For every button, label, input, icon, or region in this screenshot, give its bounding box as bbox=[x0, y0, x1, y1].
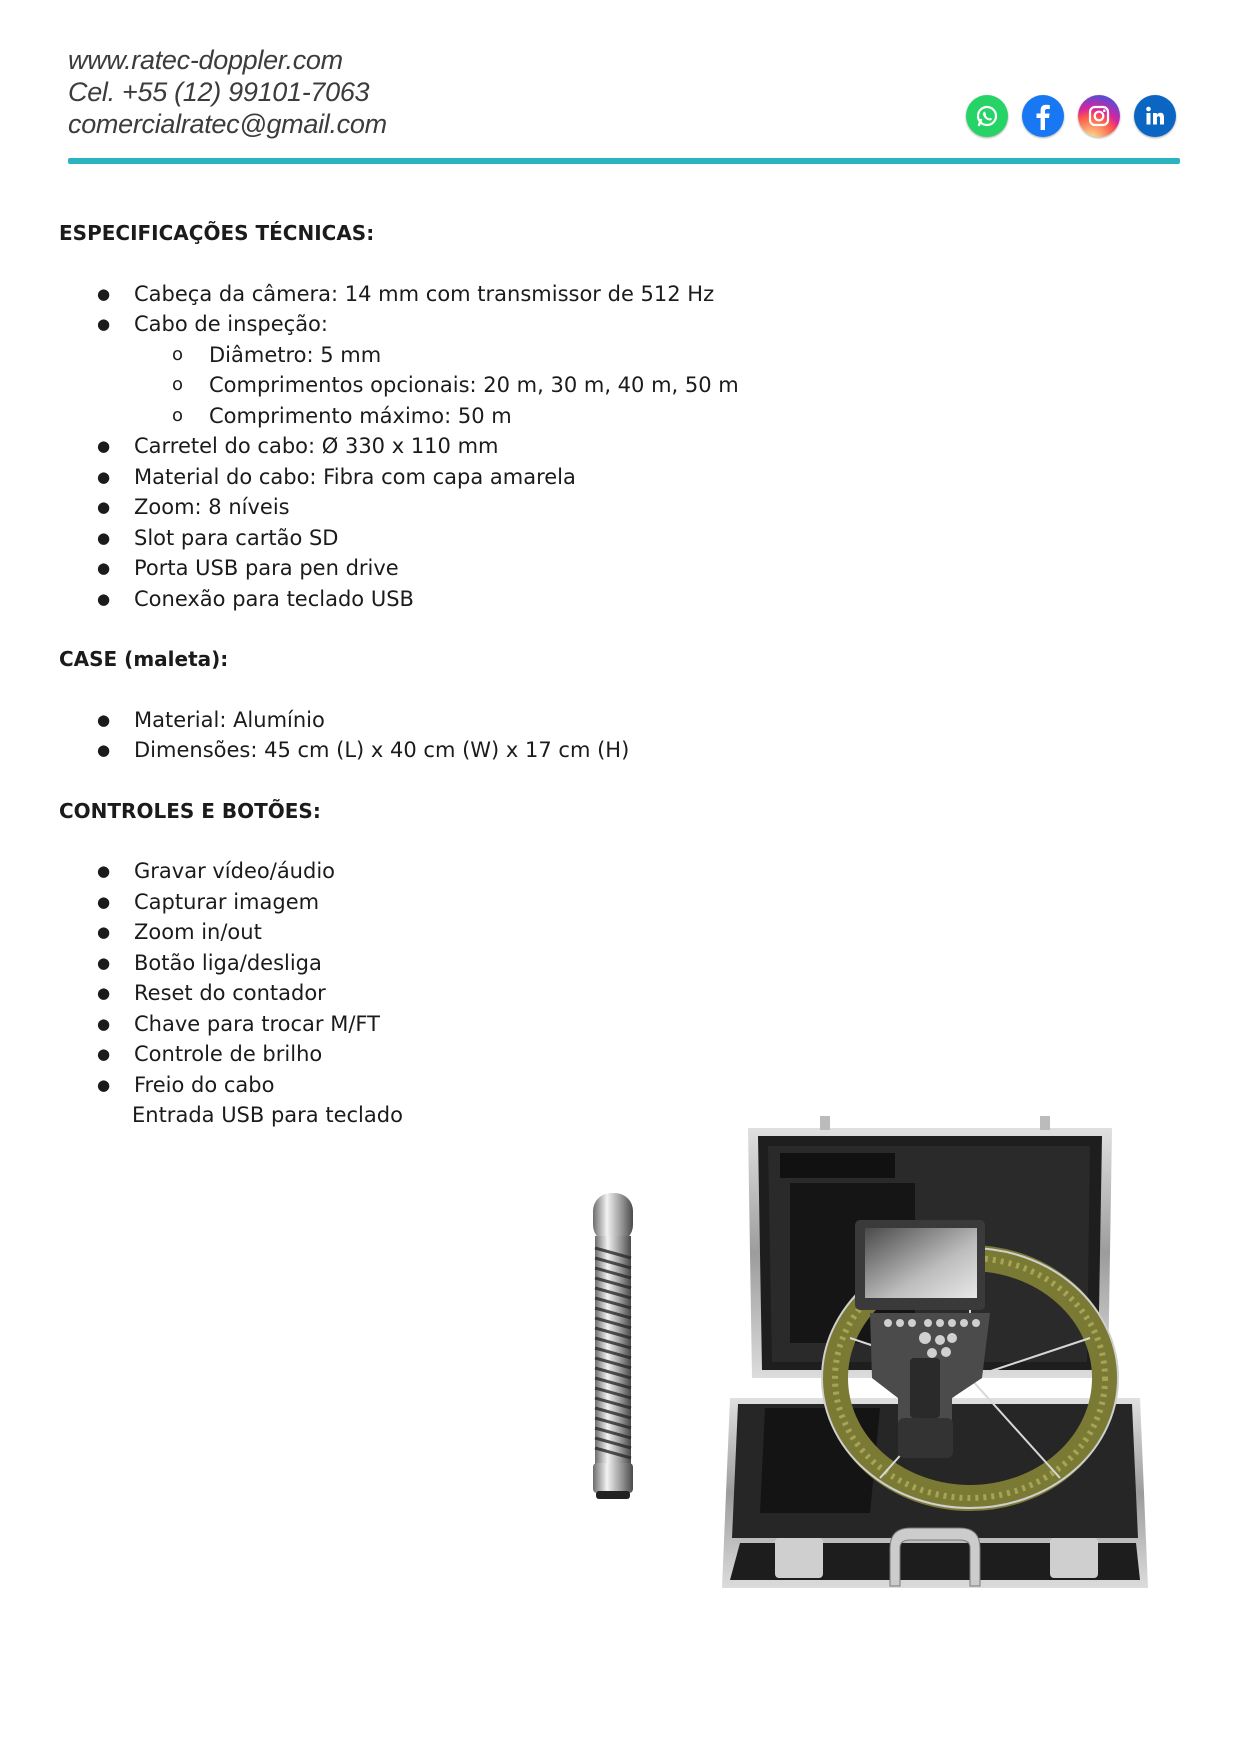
specs-heading: ESPECIFICAÇÕES TÉCNICAS: bbox=[59, 221, 375, 245]
sub-list-item: o Comprimentos opcionais: 20 m, 30 m, 40 m, 50 m bbox=[59, 370, 859, 401]
bullet-icon: ● bbox=[97, 1014, 111, 1033]
circle-bullet-icon: o bbox=[172, 374, 184, 395]
list-item: ● Zoom: 8 níveis bbox=[59, 492, 859, 523]
bullet-icon: ● bbox=[97, 984, 111, 1002]
product-image bbox=[580, 1108, 1150, 1608]
controls-list bbox=[59, 856, 859, 1100]
contact-block bbox=[68, 44, 387, 140]
bullet-icon: ● bbox=[97, 953, 111, 972]
camera-head bbox=[593, 1193, 633, 1499]
bullet-icon: ● bbox=[97, 892, 111, 911]
bullet-icon: ● bbox=[97, 862, 111, 880]
social-icons bbox=[966, 95, 1176, 137]
bullet-icon: ● bbox=[97, 467, 111, 486]
list-item: ● Slot para cartão SD bbox=[59, 523, 859, 554]
bullet-icon: ● bbox=[97, 1075, 111, 1094]
list-item: ● Carretel do cabo: Ø 330 x 110 mm bbox=[59, 431, 859, 462]
whatsapp-icon[interactable] bbox=[966, 95, 1008, 137]
instagram-icon[interactable] bbox=[1078, 95, 1120, 137]
email-link[interactable]: comercialratec@gmail.com bbox=[68, 109, 387, 139]
bullet-icon: ● bbox=[97, 284, 111, 303]
sub-list-item: o Comprimento máximo: 50 m bbox=[59, 401, 859, 432]
list-item: ● Reset do contador bbox=[59, 978, 859, 1009]
list-item: ● Capturar imagem bbox=[59, 887, 859, 918]
list-item: ● Controle de brilho bbox=[59, 1039, 859, 1070]
bullet-icon: ● bbox=[97, 741, 111, 759]
linkedin-icon[interactable] bbox=[1134, 95, 1176, 137]
list-item: ● Dimensões: 45 cm (L) x 40 cm (W) x 17 cm (H) bbox=[59, 735, 859, 766]
list-item: ● Porta USB para pen drive bbox=[59, 553, 859, 584]
circle-bullet-icon: o bbox=[172, 404, 184, 426]
case-list bbox=[59, 705, 859, 766]
circle-bullet-icon: o bbox=[172, 343, 184, 365]
specs-list bbox=[59, 279, 859, 340]
bullet-icon: ● bbox=[97, 498, 111, 516]
extra-line: Entrada USB para teclado bbox=[132, 1103, 403, 1127]
cable-sublist bbox=[59, 340, 859, 432]
bullet-icon: ● bbox=[97, 315, 111, 333]
list-item: ● Chave para trocar M/FT bbox=[59, 1009, 859, 1040]
bullet-icon: ● bbox=[97, 710, 111, 729]
bullet-icon: ● bbox=[97, 1045, 111, 1063]
bullet-icon: ● bbox=[97, 589, 111, 608]
phone-number: Cel. +55 (12) 99101-7063 bbox=[68, 77, 370, 107]
list-item: ● Conexão para teclado USB bbox=[59, 584, 859, 615]
header-divider bbox=[68, 158, 1180, 164]
list-item: ● Cabo de inspeção: bbox=[59, 309, 859, 340]
list-item: ● Zoom in/out bbox=[59, 917, 859, 948]
bullet-icon: ● bbox=[97, 559, 111, 577]
facebook-icon[interactable] bbox=[1022, 95, 1064, 137]
list-item: ● Gravar vídeo/áudio bbox=[59, 856, 859, 887]
controls-heading: CONTROLES E BOTÕES: bbox=[59, 798, 321, 823]
case-heading: CASE (maleta): bbox=[59, 647, 229, 671]
list-item: ● Freio do cabo bbox=[59, 1070, 859, 1101]
list-item: ● Material: Alumínio bbox=[59, 705, 859, 736]
bullet-icon: ● bbox=[97, 437, 111, 455]
sub-list-item: o Diâmetro: 5 mm bbox=[59, 340, 859, 371]
list-item: ● Cabeça da câmera: 14 mm com transmissor de 512 Hz bbox=[59, 279, 859, 310]
list-item: ● Material do cabo: Fibra com capa amarela bbox=[59, 462, 859, 493]
bullet-icon: ● bbox=[97, 528, 111, 547]
list-item: ● Botão liga/desliga bbox=[59, 948, 859, 979]
document-body bbox=[59, 218, 859, 1131]
bullet-icon: ● bbox=[97, 923, 111, 941]
specs-list-cont bbox=[59, 431, 859, 614]
website-link[interactable]: www.ratec-doppler.com bbox=[68, 45, 343, 75]
